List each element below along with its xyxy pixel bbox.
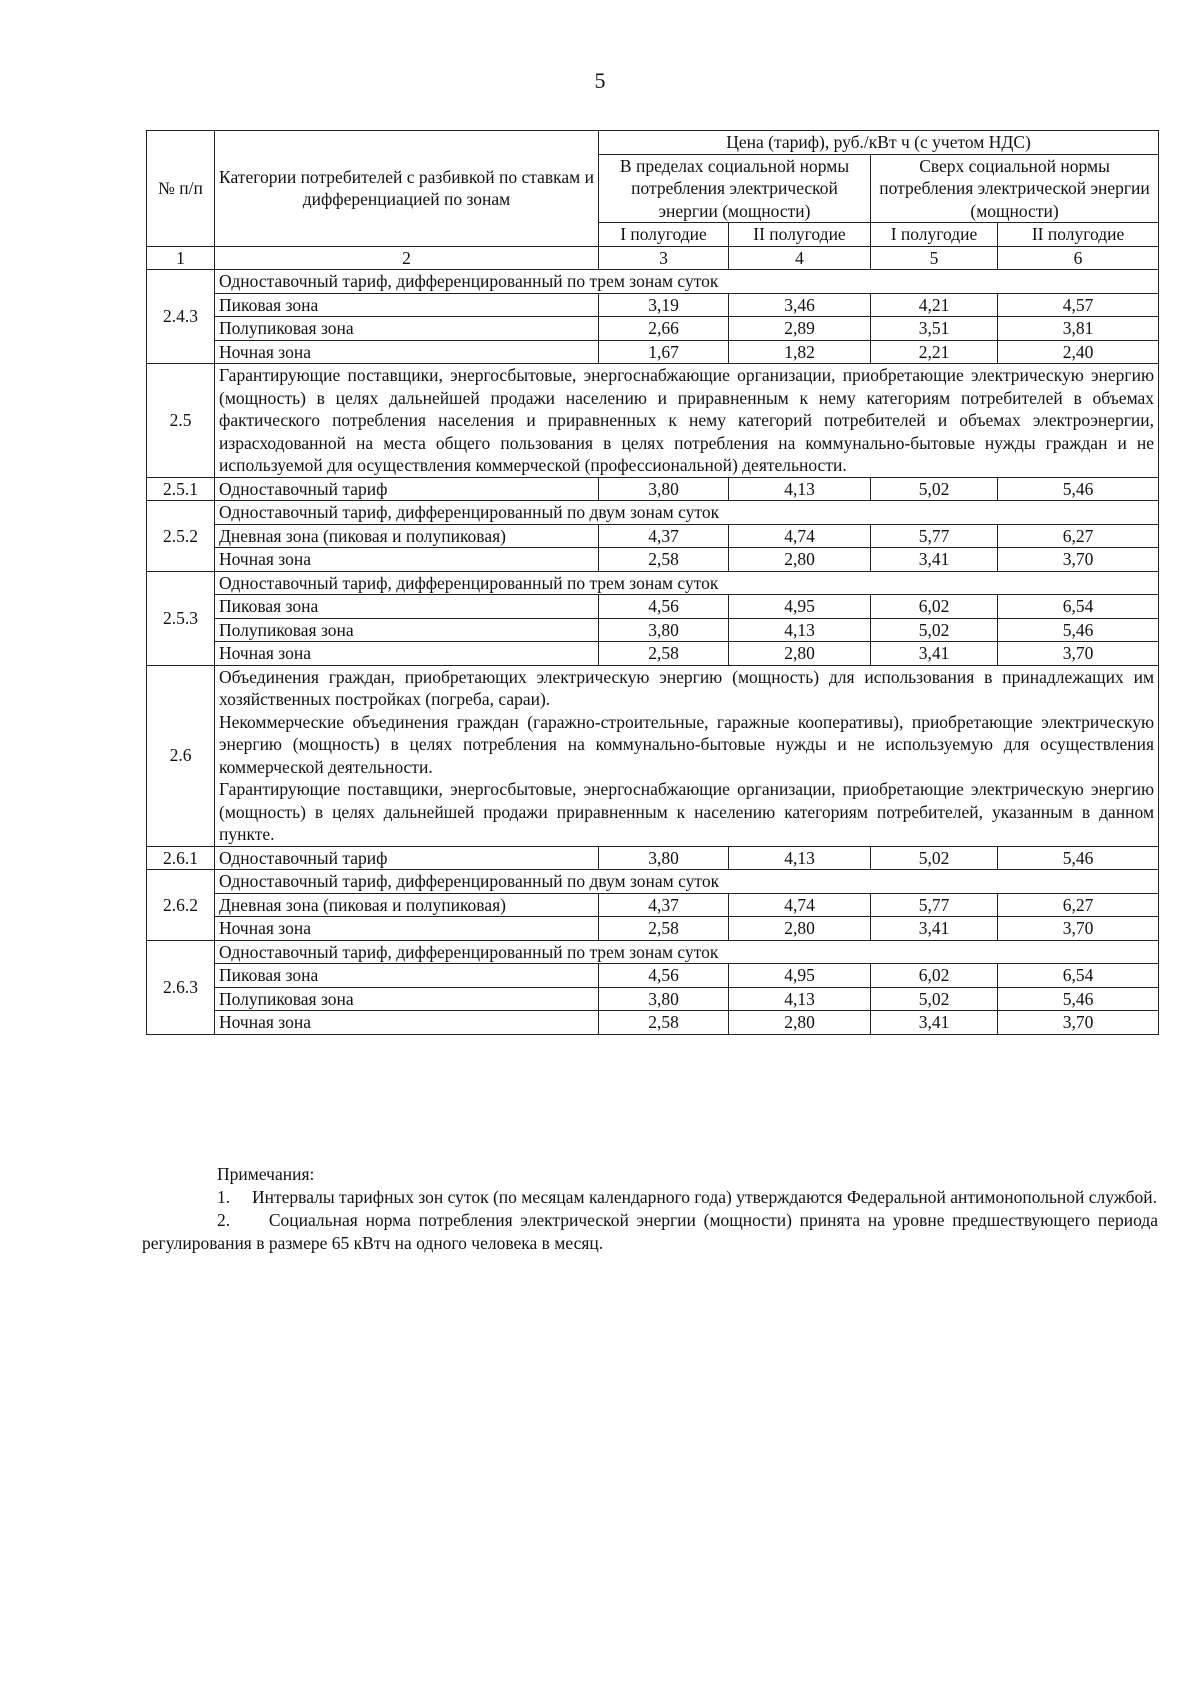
- price-cell: 4,37: [599, 524, 729, 548]
- column-number: 2: [215, 246, 599, 270]
- price-cell: 4,21: [871, 293, 998, 317]
- table-row: [147, 571, 1159, 595]
- table-row: [147, 317, 1159, 341]
- price-cell: 6,27: [998, 893, 1159, 917]
- price-cell: 6,02: [871, 964, 998, 988]
- note-item: 1. Интервалы тарифных зон суток (по месяцам календарного года) утверждаются Федеральной антимонопольной службой.: [217, 1187, 1158, 1207]
- table-row: [147, 595, 1159, 619]
- price-cell: 2,80: [729, 917, 871, 941]
- price-cell: 4,95: [729, 595, 871, 619]
- price-cell: 5,02: [871, 846, 998, 870]
- price-cell: 5,02: [871, 618, 998, 642]
- row-label: Полупиковая зона: [215, 987, 599, 1011]
- table-row: [147, 340, 1159, 364]
- price-cell: 2,21: [871, 340, 998, 364]
- price-cell: 1,82: [729, 340, 871, 364]
- price-cell: 3,19: [599, 293, 729, 317]
- price-cell: 5,46: [998, 987, 1159, 1011]
- price-cell: 3,80: [599, 618, 729, 642]
- price-cell: 2,80: [729, 642, 871, 666]
- row-number: 2.6.1: [147, 846, 215, 870]
- price-cell: 3,41: [871, 1011, 998, 1035]
- group-title: Одноставочный тариф, дифференцированный по трем зонам суток: [215, 270, 1159, 294]
- row-number: 2.5.2: [147, 501, 215, 572]
- price-cell: 4,74: [729, 524, 871, 548]
- table-row: [147, 893, 1159, 917]
- price-cell: 5,77: [871, 893, 998, 917]
- header-within: В пределах социальной нормы потребления электрической энергии (мощности): [599, 154, 871, 223]
- price-cell: 2,66: [599, 317, 729, 341]
- price-cell: 3,70: [998, 548, 1159, 572]
- page-number: 5: [594, 68, 606, 93]
- column-number: 5: [871, 246, 998, 270]
- row-label: Полупиковая зона: [215, 618, 599, 642]
- table-row: [147, 642, 1159, 666]
- table-row: [147, 293, 1159, 317]
- table-row: [147, 846, 1159, 870]
- header-row: [147, 131, 1159, 155]
- price-cell: 4,95: [729, 964, 871, 988]
- price-cell: 3,80: [599, 846, 729, 870]
- table-row: [147, 364, 1159, 478]
- row-label: Полупиковая зона: [215, 317, 599, 341]
- notes-heading: Примечания:: [217, 1164, 315, 1184]
- group-title: Одноставочный тариф, дифференцированный по двум зонам суток: [215, 501, 1159, 525]
- row-label: Дневная зона (пиковая и полупиковая): [215, 524, 599, 548]
- price-cell: 3,41: [871, 917, 998, 941]
- table-row: [147, 477, 1159, 501]
- group-title: Одноставочный тариф, дифференцированный по трем зонам суток: [215, 571, 1159, 595]
- table-row: [147, 501, 1159, 525]
- table-row: [147, 940, 1159, 964]
- price-cell: 4,13: [729, 846, 871, 870]
- price-cell: 3,70: [998, 642, 1159, 666]
- price-cell: 2,80: [729, 548, 871, 572]
- price-cell: 3,81: [998, 317, 1159, 341]
- section-description: [215, 665, 1159, 846]
- section-paragraph: Некоммерческие объединения граждан (гаражно-строительные, гаражные кооперативы), приобретающие электрическую энергию (мощность) в целях потребления на коммунально-бытовые нужды и не используемую для осуществления коммерческой деятельности.: [219, 711, 1155, 777]
- table-row: [147, 524, 1159, 548]
- row-label: Ночная зона: [215, 548, 599, 572]
- table-row: [147, 665, 1159, 846]
- price-cell: 2,58: [599, 548, 729, 572]
- price-cell: 4,37: [599, 893, 729, 917]
- row-label: Пиковая зона: [215, 293, 599, 317]
- column-number: 4: [729, 246, 871, 270]
- price-cell: 3,46: [729, 293, 871, 317]
- table-row: [147, 917, 1159, 941]
- price-cell: 4,13: [729, 477, 871, 501]
- price-cell: 4,56: [599, 964, 729, 988]
- row-label: Ночная зона: [215, 340, 599, 364]
- price-cell: 2,58: [599, 642, 729, 666]
- table-row: [147, 270, 1159, 294]
- price-cell: 5,46: [998, 477, 1159, 501]
- row-label: Ночная зона: [215, 1011, 599, 1035]
- section-paragraph: Гарантирующие поставщики, энергосбытовые, энергоснабжающие организации, приобретающие электрическую энергию (мощность) в целях дальнейшей продажи приравненным к населению категориям потребителей, указанным в данном пункте.: [219, 779, 1155, 844]
- price-cell: 6,27: [998, 524, 1159, 548]
- row-number: 2.5: [147, 364, 215, 478]
- header-price: Цена (тариф), руб./кВт ч (с учетом НДС): [599, 131, 1159, 155]
- row-number: 2.6.3: [147, 940, 215, 1034]
- price-cell: 3,51: [871, 317, 998, 341]
- price-cell: 6,02: [871, 595, 998, 619]
- header-no: № п/п: [147, 131, 215, 247]
- table-row: [147, 548, 1159, 572]
- section-paragraph: Объединения граждан, приобретающих электрическую энергию (мощность) для использования в принадлежащих им хозяйственных постройках (погреба, сараи).: [219, 666, 1155, 709]
- row-number: 2.5.1: [147, 477, 215, 501]
- header-category: Категории потребителей с разбивкой по ставкам и дифференциацией по зонам: [215, 131, 599, 247]
- row-label: Дневная зона (пиковая и полупиковая): [215, 893, 599, 917]
- price-cell: 4,57: [998, 293, 1159, 317]
- price-cell: 6,54: [998, 595, 1159, 619]
- price-cell: 2,58: [599, 917, 729, 941]
- price-cell: 2,40: [998, 340, 1159, 364]
- row-label: Пиковая зона: [215, 964, 599, 988]
- row-number: 2.5.3: [147, 571, 215, 665]
- price-cell: 3,70: [998, 1011, 1159, 1035]
- table-row: [147, 987, 1159, 1011]
- table-row: [147, 964, 1159, 988]
- price-cell: 4,13: [729, 987, 871, 1011]
- header-half: I полугодие: [871, 223, 998, 247]
- table-row: [147, 1011, 1159, 1035]
- column-number-row: [147, 246, 1159, 270]
- column-number: 6: [998, 246, 1159, 270]
- row-label: Ночная зона: [215, 642, 599, 666]
- row-label: Одноставочный тариф: [215, 477, 599, 501]
- row-label: Ночная зона: [215, 917, 599, 941]
- price-cell: 5,02: [871, 987, 998, 1011]
- row-label: Пиковая зона: [215, 595, 599, 619]
- section-description: Гарантирующие поставщики, энергосбытовые, энергоснабжающие организации, приобретающие электрическую энергию (мощность) в целях дальнейшей продажи населению и приравненным к нему категориям потребителей в объемах фактического потребления населения и приравненных к нему категорий потребителей и объемах электроэнергии, израсходованной на места общего пользования в целях потребления на коммунально-бытовые нужды граждан и не используемой для осуществления коммерческой (профессиональной) деятельности.: [215, 364, 1159, 478]
- price-cell: 3,41: [871, 548, 998, 572]
- header-above: Сверх социальной нормы потребления электрической энергии (мощности): [871, 154, 1159, 223]
- notes-section: [142, 1163, 1158, 1255]
- price-cell: 2,80: [729, 1011, 871, 1035]
- price-cell: 5,46: [998, 846, 1159, 870]
- row-number: 2.6.2: [147, 870, 215, 941]
- price-cell: 6,54: [998, 964, 1159, 988]
- price-cell: 3,41: [871, 642, 998, 666]
- tariff-table: [146, 130, 1159, 1035]
- group-title: Одноставочный тариф, дифференцированный по трем зонам суток: [215, 940, 1159, 964]
- column-number: 1: [147, 246, 215, 270]
- column-number: 3: [599, 246, 729, 270]
- table-row: [147, 870, 1159, 894]
- price-cell: 5,02: [871, 477, 998, 501]
- price-cell: 2,89: [729, 317, 871, 341]
- price-cell: 3,80: [599, 987, 729, 1011]
- price-cell: 3,80: [599, 477, 729, 501]
- price-cell: 4,74: [729, 893, 871, 917]
- row-number: 2.6: [147, 665, 215, 846]
- header-half: II полугодие: [729, 223, 871, 247]
- price-cell: 5,77: [871, 524, 998, 548]
- price-cell: 3,70: [998, 917, 1159, 941]
- header-half: II полугодие: [998, 223, 1159, 247]
- header-half: I полугодие: [599, 223, 729, 247]
- note-item: 2. Социальная норма потребления электрической энергии (мощности) принята на уровне предшествующего периода регулирования в размере 65 кВтч на одного человека в месяц.: [142, 1210, 1158, 1253]
- group-title: Одноставочный тариф, дифференцированный по двум зонам суток: [215, 870, 1159, 894]
- price-cell: 2,58: [599, 1011, 729, 1035]
- price-cell: 5,46: [998, 618, 1159, 642]
- row-number: 2.4.3: [147, 270, 215, 364]
- price-cell: 4,13: [729, 618, 871, 642]
- price-cell: 4,56: [599, 595, 729, 619]
- price-cell: 1,67: [599, 340, 729, 364]
- table-row: [147, 618, 1159, 642]
- row-label: Одноставочный тариф: [215, 846, 599, 870]
